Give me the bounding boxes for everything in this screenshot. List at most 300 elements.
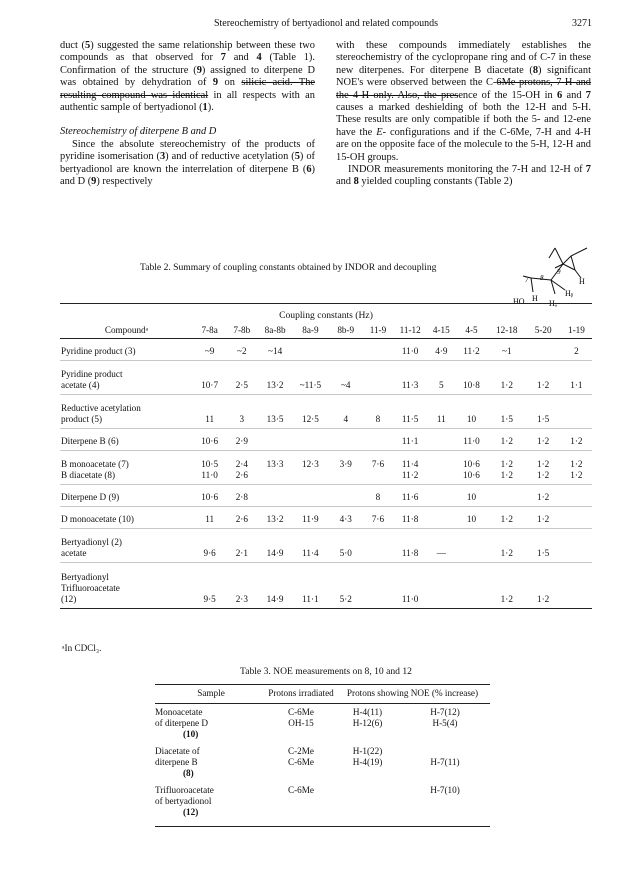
table2-value-cell [363,429,392,451]
table3-noe1-cell [335,779,400,796]
compound-name-line: Pyridine product [61,369,123,379]
table3-noe2-cell [400,729,490,740]
table3-sample-cell [155,729,267,740]
coupling-value: 1·2 [537,436,550,446]
table2-value-cell [226,563,257,609]
coupling-value: ~4 [340,380,351,390]
coupling-value: 1·2 [500,594,513,604]
table2-value-cell [488,485,525,507]
compound-name-line: Diterpene D (9) [61,492,120,502]
coupling-value [364,436,391,447]
coupling-value: 2·6 [235,514,248,524]
table2-value-cell [328,529,363,563]
table3-noe1-cell: H-4(19) [352,757,383,767]
table2-value-cell [393,485,428,507]
coupling-value: 2 [574,346,579,356]
table2-value-cell [193,485,226,507]
table2-value-cell [193,361,226,395]
left-column [60,40,315,188]
table2-value-cell [193,339,226,361]
coupling-value: 11·0 [463,436,480,446]
coupling-value [562,492,591,503]
coupling-value: 1·2 [500,470,513,480]
table2-value-cell [488,507,525,529]
coupling-value: 11·8 [401,548,419,558]
table3-row [155,729,490,740]
page-number: 3271 [572,18,592,29]
coupling-value [329,436,362,447]
coupling-value: 10·7 [201,380,219,390]
table2-value-cell [193,507,226,529]
compound-name-line: product (5) [61,414,103,424]
coupling-value: 10 [466,492,477,502]
coupling-value [258,436,291,447]
coupling-value: 2·4 [235,459,248,469]
table2-value-cell [328,451,363,485]
sample-line: of diterpene D [155,718,209,728]
table2-value-cell [293,429,328,451]
running-title: Stereochemistry of bertyadionol and related compounds [213,18,439,29]
table3-body [155,704,490,827]
table3-irradiated-cell [267,807,335,827]
coupling-value [294,470,327,481]
table2-row [60,429,592,451]
table2-col-header: 4-5 [455,321,488,339]
coupling-value: 11 [436,414,446,424]
table3-noe2-cell [400,807,490,827]
table2-value-cell [428,429,455,451]
table2-col-header: 12-18 [488,321,525,339]
coupling-value: 1·2 [537,514,550,524]
coupling-value: 10·5 [201,459,219,469]
table2-value-cell [293,361,328,395]
table3-row [155,796,490,807]
coupling-value [364,346,391,357]
coupling-value [429,492,454,503]
compound-name-line: Trifluoroacetate [61,583,120,593]
table2-value-cell [257,507,292,529]
table2-value-cell [526,395,561,429]
table2-compound-cell [60,529,193,563]
table3-sample-header: Sample [155,685,267,704]
table3-noe2-cell [400,768,490,779]
table2-col-header: 11-12 [393,321,428,339]
table2-value-cell [526,451,561,485]
table2-value-cell [526,429,561,451]
coupling-value: 11·2 [401,470,419,480]
coupling-value: 7·6 [371,459,385,469]
table2-value-cell [428,507,455,529]
table2-value-cell [226,361,257,395]
coupling-value: 11·6 [401,492,419,502]
coupling-value [294,436,327,447]
coupling-value: 1·2 [500,436,513,446]
coupling-value: 5·2 [339,594,352,604]
coupling-value: 8 [375,414,381,424]
table2-value-cell [488,529,525,563]
structure-ha-label: Hₐ [549,299,557,308]
compound-name-line: B diacetate (8) [61,470,116,480]
table2-row [60,507,592,529]
running-header [60,18,592,32]
coupling-value [364,470,391,481]
table2-value-cell [561,429,592,451]
table2-header-row [60,321,592,339]
table2-row [60,451,592,485]
right-column [336,40,591,189]
table3-row [155,740,490,757]
table2-value-cell [488,451,525,485]
coupling-value: 13·5 [266,414,284,424]
table2-value-cell [193,429,226,451]
table2-value-cell [328,429,363,451]
coupling-value [562,548,591,559]
coupling-value: 13·2 [266,514,284,524]
coupling-value [489,492,524,503]
coupling-value: 14·9 [266,548,284,558]
coupling-value [364,548,391,559]
table2-value-cell [455,451,488,485]
compound-name-line: B monoacetate (7) [61,459,129,469]
table2-col-header: 7-8b [226,321,257,339]
table2-value-cell [455,529,488,563]
table2-value-cell [428,395,455,429]
coupling-value: — [436,548,446,558]
table2-value-cell [293,529,328,563]
coupling-value: 5·0 [339,548,352,558]
table2-value-cell [363,529,392,563]
table3-irradiated-cell: C-6Me [287,757,315,767]
right-paragraph-1: with these compounds immediately establishes the stereochemistry of the cyclopropane ring and of C-7 in these new diterpenes. For diterpene B diacetate (8) significant NOE's were observed between the C-6Me protons, 7-H and the 4-H only. Also, the presence of the 15-OH in 6 and 7 causes a marked deshielding of both the 12-H and 5-H. These results are only compatible if both the 5- and 12-ene have the E- configurations and if the C-6Me, 7-H and 4-H are on the opposite face of the molecule to the 5-H, 12-H and 15-OH groups. [336,40,592,163]
coupling-value: 10·8 [463,380,480,390]
table2-compound-cell [60,563,193,609]
coupling-value [364,380,391,391]
compound-name-line: Bertyadionyl (2) [61,537,122,547]
table2-value-cell [561,507,592,529]
coupling-value: 2·1 [235,548,248,558]
table2-compound-cell [60,485,193,507]
coupling-value: 1·2 [500,459,513,469]
table2-value-cell [257,451,292,485]
table2-value-cell [363,563,392,609]
table3-caption: Table 3. NOE measurements on 8, 10 and 12 [240,666,412,677]
coupling-value: 2·3 [235,594,248,604]
coupling-value [562,514,591,525]
coupling-value: 1·2 [570,459,583,469]
table2-value-cell [526,485,561,507]
table2-value-cell [257,361,292,395]
table2-value-cell [257,339,292,361]
table3-noe1-cell [335,796,400,807]
coupling-value: 13·3 [266,459,284,469]
table2-value-cell [393,563,428,609]
table3-row [155,718,490,729]
coupling-value: ~1 [502,346,512,356]
table2-value-cell [561,485,592,507]
table2-value-cell [428,563,455,609]
table2-col-header: 8b-9 [328,321,363,339]
coupling-value: 4·3 [339,514,352,524]
coupling-value: 2·9 [235,436,248,446]
table2-value-cell [526,507,561,529]
coupling-value: 1·1 [570,380,583,390]
coupling-value: ~11·5 [299,380,322,390]
coupling-value [364,594,391,605]
table2-value-cell [488,339,525,361]
sample-line: Trifluoroacetate [155,785,214,795]
table2-value-cell [257,529,292,563]
coupling-value: ~14 [268,346,283,356]
coupling-value [329,492,362,503]
table2-row [60,485,592,507]
coupling-value: ~2 [237,346,247,356]
coupling-value: 1·2 [537,492,550,502]
table3-row [155,768,490,779]
table2-value-cell [561,451,592,485]
section-heading: Stereochemistry of diterpene B and D [60,126,217,138]
table2-value-cell [363,339,392,361]
coupling-value: ~9 [204,346,215,356]
coupling-value [456,594,487,605]
coupling-value: 4 [343,414,349,424]
table2-value-cell [428,451,455,485]
table3-noe2-cell: H-5(4) [432,718,458,728]
coupling-value [258,470,291,481]
coupling-value: 11·8 [401,514,419,524]
table2-value-cell [193,563,226,609]
compound-name-line: Diterpene B (6) [61,436,119,446]
coupling-value [429,594,454,605]
coupling-value [562,414,591,425]
table2-value-cell [193,395,226,429]
table2-compound-header: Compoundᵃ [60,321,193,339]
table3-irradiated-header: Protons irradiated [267,685,335,704]
table2-col-header: 1-19 [561,321,592,339]
table3-noe2-cell [400,796,490,807]
table3-noe-header: Protons showing NOE (% increase) [335,685,490,704]
table2-value-cell [293,563,328,609]
coupling-value: 8 [375,492,381,502]
coupling-value: 2·5 [235,380,248,390]
table2-value-cell [257,429,292,451]
coupling-value: 11·4 [302,548,319,558]
table3-noe1-cell: H-12(6) [352,718,383,728]
table2-value-cell [526,563,561,609]
table2-value-cell [293,451,328,485]
table2-value-cell [226,429,257,451]
coupling-value: 10 [466,414,477,424]
table2-row [60,529,592,563]
table2-value-cell [561,395,592,429]
coupling-value: 11·0 [401,594,419,604]
table2-value-cell [455,563,488,609]
table2-value-cell [193,451,226,485]
structure-h-top: H [579,277,585,286]
coupling-value: 12·5 [301,414,319,424]
table2-value-cell [226,339,257,361]
coupling-value: 11·5 [401,414,419,424]
coupling-value: 2·6 [235,470,248,480]
table2-col-header: 11-9 [363,321,392,339]
table3-row [155,757,490,768]
table2-col-header: 7-8a [193,321,226,339]
table2-col-header: 4-15 [428,321,455,339]
coupling-value: 9·5 [203,594,216,604]
table2-row [60,361,592,395]
coupling-value [329,470,362,481]
coupling-value: 11 [205,514,215,524]
table2-value-cell [226,529,257,563]
coupling-value [294,346,327,357]
sample-line: (10) [183,729,199,739]
table2-value-cell [393,507,428,529]
table2-value-cell [561,529,592,563]
table3-header-row [155,685,490,704]
coupling-value: 1·5 [537,548,550,558]
table2-value-cell [293,485,328,507]
left-paragraph-1: duct (5) suggested the same relationship between these two compounds as that observed for 7 and 4 (Table 1). Confirmation of the structure (9) assigned to diterpene D was obtained by dehydration of 9 on silicic acid. The resulting compound was identical in all respects with an authentic sample of bertyadionol (1). [60,40,316,114]
table3-sample-cell [155,740,267,757]
coupling-value: 9·6 [203,548,216,558]
table3-irradiated-cell: OH-15 [288,718,314,728]
table2-value-cell [328,507,363,529]
table3-sample-cell [155,757,267,768]
table2-value-cell [363,485,392,507]
coupling-value: 4·9 [435,346,448,356]
coupling-value: 1·2 [537,594,550,604]
table2-value-cell [226,395,257,429]
table2-value-cell [363,361,392,395]
table2-value-cell [561,563,592,609]
table2-row [60,563,592,609]
table2-value-cell [293,507,328,529]
coupling-value: 11·1 [302,594,319,604]
table2-value-cell [455,485,488,507]
table2-value-cell [428,361,455,395]
table3-noe1-cell [335,807,400,827]
table2-footnote: ᵃIn CDCl₃. [62,643,102,653]
coupling-value: 1·2 [537,470,550,480]
right-paragraph-2: INDOR measurements monitoring the 7-H and 12-H of 7 and 8 yielded coupling constants (Table 2) [336,164,591,188]
sample-line: diterpene B [155,757,198,767]
table2-coupling-constants [60,321,592,609]
coupling-value [329,346,362,357]
table2-value-cell [561,339,592,361]
table2-compound-cell [60,507,193,529]
coupling-value: 11·0 [401,346,419,356]
coupling-value: 2·8 [235,492,248,502]
sample-line: Diacetate of [155,746,200,756]
table3-row [155,704,490,719]
table3-irradiated-cell [267,729,335,740]
coupling-value [562,594,591,605]
table2-value-cell [526,529,561,563]
table2-value-cell [328,485,363,507]
coupling-value [429,436,454,447]
coupling-value: 1·2 [500,514,513,524]
structure-hb-label: Hᵦ [565,289,574,298]
coupling-value: 14·9 [266,594,284,604]
table2-value-cell [488,361,525,395]
compound-name-line: Bertyadionyl [61,572,109,582]
coupling-value [527,346,560,357]
carbon-9-label: 9 [557,268,561,276]
table2-value-cell [257,485,292,507]
table2-col-header: 5-20 [526,321,561,339]
sample-line: of bertyadionol [155,796,212,806]
table3-irradiated-cell: C-6Me [287,707,315,717]
table2-value-cell [257,563,292,609]
sample-line: (12) [183,807,199,817]
table2-value-cell [455,361,488,395]
sample-line: (8) [183,768,194,778]
table2-col-header: 8a-8b [257,321,292,339]
table3-irradiated-cell: C-2Me [287,746,315,756]
table2-value-cell [428,485,455,507]
coupling-value: 10·6 [201,492,219,502]
coupling-value: 11·1 [401,436,419,446]
table2-value-cell [328,361,363,395]
compound-name-line: Reductive acetylation [61,403,141,413]
table2-value-cell [363,507,392,529]
table3-sample-cell [155,718,267,729]
table2-value-cell [488,429,525,451]
table2-value-cell [393,529,428,563]
table2-compound-cell [60,361,193,395]
table2-body [60,339,592,609]
table3-irradiated-cell [267,796,335,807]
table2-value-cell [561,361,592,395]
coupling-value: 1·2 [570,470,583,480]
coupling-value: 10·6 [201,436,219,446]
table3-irradiated-cell [267,768,335,779]
table2-value-cell [328,395,363,429]
table3-noe1-cell [335,729,400,740]
coupling-value: 1·5 [500,414,513,424]
carbon-7-label: 7 [525,276,529,284]
table3-noe1-cell: H-1(22) [352,746,383,756]
coupling-value [456,548,487,559]
coupling-value: 1·2 [570,436,583,446]
compound-name-line: D monoacetate (10) [61,514,134,524]
structure-ho-label: HO [513,297,525,306]
table3-noe2-cell: H-7(11) [430,757,460,767]
table3-noe-measurements [155,684,490,827]
table3-row [155,779,490,796]
table2-value-cell [455,395,488,429]
table2-compound-cell [60,339,193,361]
coupling-value: 1·2 [500,548,513,558]
table2-value-cell [193,529,226,563]
coupling-value: 3·9 [339,459,352,469]
table3-sample-cell [155,779,267,796]
table2-compound-cell [60,395,193,429]
table2-value-cell [328,339,363,361]
coupling-value: 10 [466,514,477,524]
table3-row [155,807,490,827]
table2-col-header: 8a-9 [293,321,328,339]
table2-value-cell [328,563,363,609]
table3-sample-cell [155,768,267,779]
table2-value-cell [393,339,428,361]
table2-value-cell [393,451,428,485]
sample-line: Monoacetate [155,707,203,717]
coupling-value: 7·6 [371,514,385,524]
coupling-value: 3 [239,414,245,424]
compound-name-line: (12) [61,594,77,604]
coupling-value: 10·6 [463,459,480,469]
table3-sample-cell [155,704,267,719]
